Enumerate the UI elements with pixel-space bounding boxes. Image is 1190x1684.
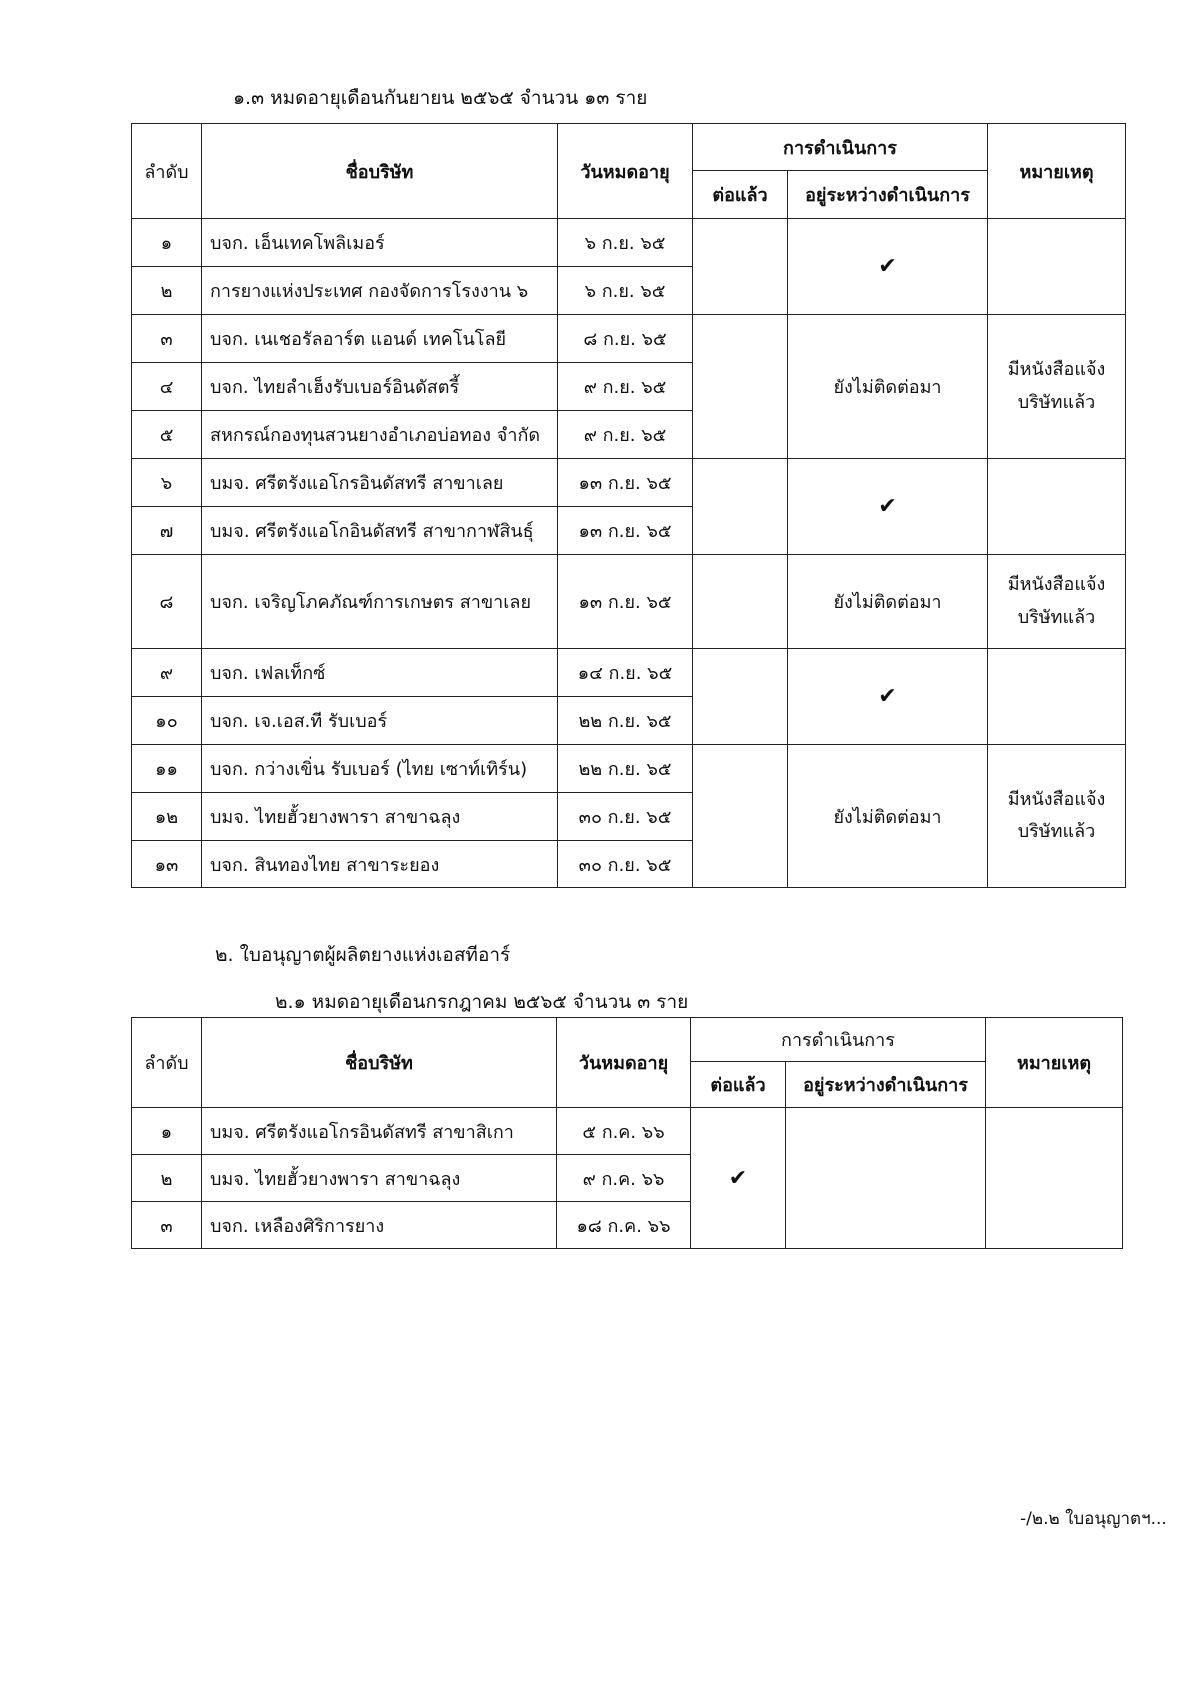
company-name: บจก. สินทองไทย สาขาระยอง <box>202 841 558 888</box>
row-number: ๖ <box>132 459 202 507</box>
company-name: การยางแห่งประเทศ กองจัดการโรงงาน ๖ <box>202 267 558 315</box>
header-order: ลำดับ <box>132 1018 202 1108</box>
renewed-cell <box>691 1108 786 1249</box>
status-not-contacted: ยังไม่ติดต่อมา <box>788 745 988 888</box>
remark-cell <box>988 649 1126 745</box>
table-row <box>132 555 1126 649</box>
header-expiry: วันหมดอายุ <box>557 1018 691 1108</box>
remark-cell <box>988 459 1126 555</box>
row-number: ๑ <box>132 1108 202 1155</box>
expiry-date: ๑๓ ก.ย. ๖๕ <box>558 555 693 649</box>
check-mark-icon: ✔ <box>878 684 897 709</box>
remark-cell <box>988 745 1126 888</box>
in-progress-cell <box>788 649 988 745</box>
header-in-progress: อยู่ระหว่างดำเนินการ <box>788 171 988 219</box>
renewed-cell <box>693 459 788 555</box>
expiry-date: ๕ ก.ค. ๖๖ <box>557 1108 691 1155</box>
remark-cell <box>988 315 1126 459</box>
table-row <box>132 1108 1123 1155</box>
expiry-date: ๙ ก.ค. ๖๖ <box>557 1155 691 1202</box>
header-action: การดำเนินการ <box>693 124 988 171</box>
company-name: บจก. เจริญโภคภัณฑ์การเกษตร สาขาเลย <box>202 555 558 649</box>
section2-title: ๒. ใบอนุญาตผู้ผลิตยางแห่งเอสทีอาร์ <box>215 944 511 966</box>
header-action: การดำเนินการ <box>691 1018 986 1062</box>
row-number: ๘ <box>132 555 202 649</box>
row-number: ๓ <box>132 1202 202 1249</box>
company-name: บจก. เฟลเท็กซ์ <box>202 649 558 697</box>
expiry-date: ๘ ก.ย. ๖๕ <box>558 315 693 363</box>
header-renewed: ต่อแล้ว <box>693 171 788 219</box>
row-number: ๕ <box>132 411 202 459</box>
remark-line2: บริษัทแล้ว <box>1017 821 1096 842</box>
row-number: ๓ <box>132 315 202 363</box>
table-row <box>132 315 1126 363</box>
header-in-progress: อยู่ระหว่างดำเนินการ <box>786 1062 986 1108</box>
remark-line2: บริษัทแล้ว <box>1017 606 1096 628</box>
company-name: บจก. ไทยลำเฮ็งรับเบอร์อินดัสตรี้ <box>202 363 558 411</box>
company-name: สหกรณ์กองทุนสวนยางอำเภอบ่อทอง จำกัด <box>202 411 558 459</box>
company-name: บมจ. ศรีตรังแอโกรอินดัสทรี สาขาสิเกา <box>202 1108 557 1155</box>
row-number: ๒ <box>132 1155 202 1202</box>
renewed-cell <box>693 315 788 459</box>
header-company: ชื่อบริษัท <box>202 124 558 219</box>
remark-cell <box>988 219 1126 315</box>
header-renewed: ต่อแล้ว <box>691 1062 786 1108</box>
company-name: บจก. เอ็นเทคโพลิเมอร์ <box>202 219 558 267</box>
remark-line1: มีหนังสือแจ้ง <box>1007 359 1106 381</box>
row-number: ๑๑ <box>132 745 202 793</box>
renewed-cell <box>693 649 788 745</box>
status-not-contacted: ยังไม่ติดต่อมา <box>788 555 988 649</box>
expiry-date: ๒๒ ก.ย. ๖๕ <box>558 745 693 793</box>
row-number: ๒ <box>132 267 202 315</box>
header-remark: หมายเหตุ <box>986 1018 1123 1108</box>
row-number: ๑๐ <box>132 697 202 745</box>
expiry-date: ๖ ก.ย. ๖๕ <box>558 219 693 267</box>
table-row <box>132 649 1126 697</box>
remark-line1: มีหนังสือแจ้ง <box>1007 788 1106 810</box>
company-name: บมจ. ไทยฮั้วยางพารา สาขาฉลุง <box>202 1155 557 1202</box>
remark-cell <box>988 555 1126 649</box>
table-row <box>132 219 1126 267</box>
remark-line2: บริษัทแล้ว <box>1017 391 1096 413</box>
expiry-date: ๙ ก.ย. ๖๕ <box>558 363 693 411</box>
remark-line1: มีหนังสือแจ้ง <box>1007 574 1106 596</box>
in-progress-cell <box>788 459 988 555</box>
expiry-date: ๖ ก.ย. ๖๕ <box>558 267 693 315</box>
expiry-date: ๑๓ ก.ย. ๖๕ <box>558 507 693 555</box>
header-company: ชื่อบริษัท <box>202 1018 557 1108</box>
header-expiry: วันหมดอายุ <box>558 124 693 219</box>
section2-table <box>131 1017 1123 1249</box>
company-name: บมจ. ศรีตรังแอโกอินดัสทรี สาขากาฬสินธุ์ <box>202 507 558 555</box>
header-remark: หมายเหตุ <box>988 124 1126 219</box>
in-progress-cell <box>786 1108 986 1249</box>
company-name: บมจ. ไทยฮั้วยางพารา สาขาฉลุง <box>202 793 558 841</box>
check-mark-icon: ✔ <box>878 494 897 519</box>
renewed-cell <box>693 219 788 315</box>
company-name: บจก. เนเชอรัลอาร์ต แอนด์ เทคโนโลยี <box>202 315 558 363</box>
row-number: ๗ <box>132 507 202 555</box>
company-name: บจก. กว่างเขิ่น รับเบอร์ (ไทย เซาท์เทิร์น) <box>202 745 558 793</box>
renewed-cell <box>693 745 788 888</box>
header-order: ลำดับ <box>132 124 202 219</box>
table-row <box>132 745 1126 793</box>
row-number: ๑ <box>132 219 202 267</box>
company-name: บจก. เจ.เอส.ที รับเบอร์ <box>202 697 558 745</box>
row-number: ๑๓ <box>132 841 202 888</box>
company-name: บจก. เหลืองศิริการยาง <box>202 1202 557 1249</box>
expiry-date: ๒๒ ก.ย. ๖๕ <box>558 697 693 745</box>
section1-heading: ๑.๓ หมดอายุเดือนกันยายน ๒๕๖๕ จำนวน ๑๓ ราย <box>233 87 648 109</box>
row-number: ๔ <box>132 363 202 411</box>
section1-table <box>131 123 1126 888</box>
row-number: ๙ <box>132 649 202 697</box>
expiry-date: ๑๓ ก.ย. ๖๕ <box>558 459 693 507</box>
continuation-note: -/๒.๒ ใบอนุญาตฯ... <box>1020 1509 1167 1529</box>
table-row <box>132 459 1126 507</box>
renewed-cell <box>693 555 788 649</box>
check-mark-icon: ✔ <box>878 254 897 279</box>
status-not-contacted: ยังไม่ติดต่อมา <box>788 315 988 459</box>
in-progress-cell <box>788 219 988 315</box>
expiry-date: ๑๔ ก.ย. ๖๕ <box>558 649 693 697</box>
remark-cell <box>986 1108 1123 1249</box>
check-mark-icon: ✔ <box>728 1165 748 1191</box>
company-name: บมจ. ศรีตรังแอโกรอินดัสทรี สาขาเลย <box>202 459 558 507</box>
section2-heading: ๒.๑ หมดอายุเดือนกรกฎาคม ๒๕๖๕ จำนวน ๓ ราย <box>275 991 689 1013</box>
expiry-date: ๙ ก.ย. ๖๕ <box>558 411 693 459</box>
expiry-date: ๑๘ ก.ค. ๖๖ <box>557 1202 691 1249</box>
row-number: ๑๒ <box>132 793 202 841</box>
expiry-date: ๓๐ ก.ย. ๖๕ <box>558 793 693 841</box>
expiry-date: ๓๐ ก.ย. ๖๕ <box>558 841 693 888</box>
